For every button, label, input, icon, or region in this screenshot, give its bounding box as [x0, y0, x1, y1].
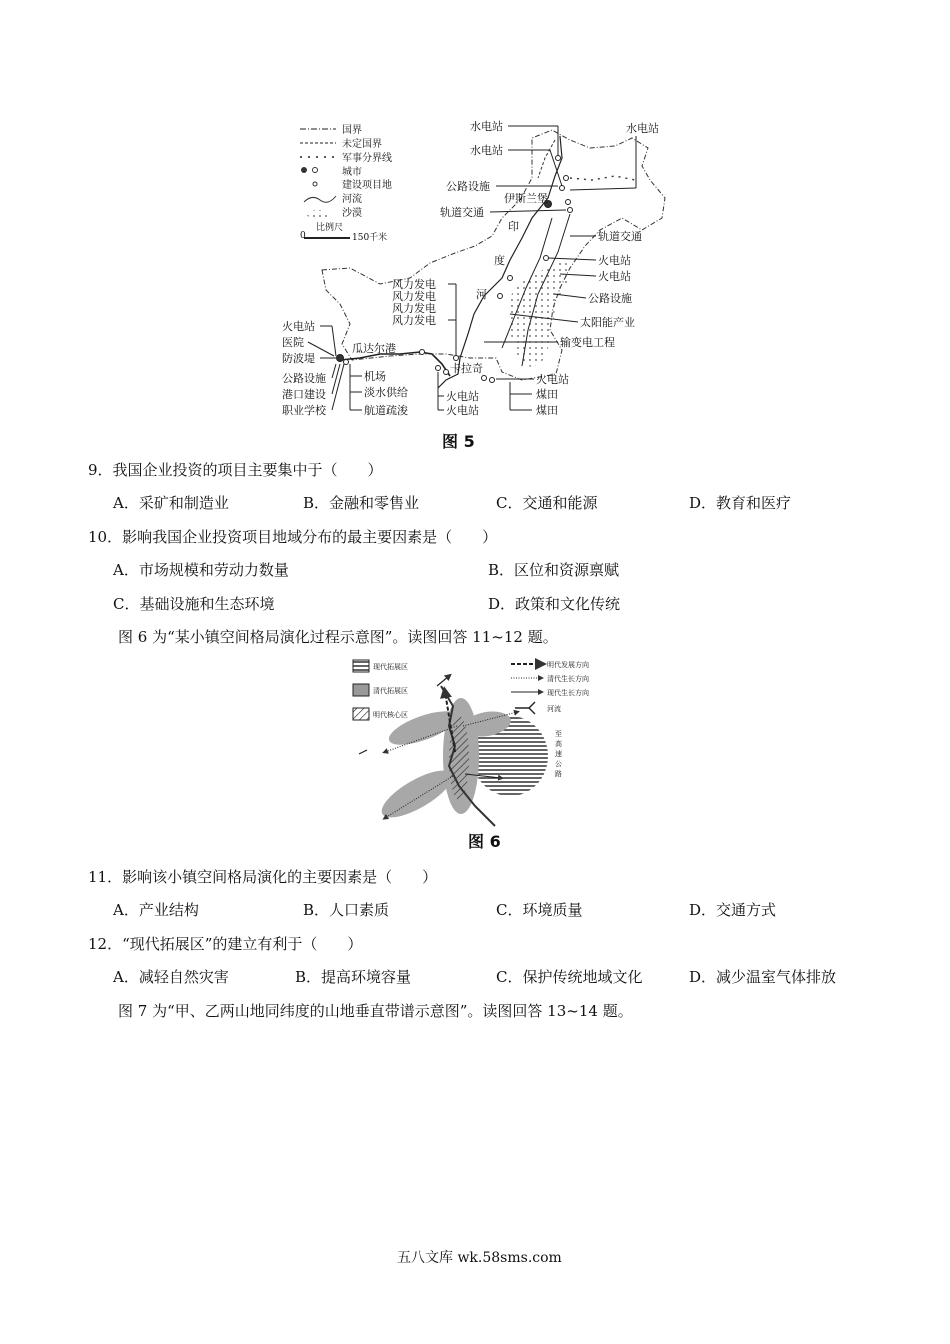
svg-text:印: 印 [508, 220, 519, 233]
legend-project-site: 建设项目地 [342, 180, 392, 191]
svg-text:水电站: 水电站 [626, 122, 659, 135]
svg-text:路: 路 [555, 770, 562, 778]
svg-text:淡水供给: 淡水供给 [364, 386, 408, 399]
svg-text:水电站: 水电站 [470, 120, 503, 133]
svg-text:风力发电: 风力发电 [392, 314, 436, 327]
svg-text:火电站: 火电站 [446, 404, 479, 417]
question-12-option-d[interactable]: D．减少温室气体排放 [689, 968, 837, 986]
callouts-wind [392, 277, 456, 356]
label-islamabad: 伊斯兰堡 [504, 192, 548, 205]
svg-text:公路设施: 公路设施 [446, 180, 490, 193]
svg-text:公路设施: 公路设施 [282, 372, 326, 385]
callouts-right [484, 229, 642, 417]
svg-text:0: 0 [300, 231, 306, 241]
svg-text:轨道交通: 轨道交通 [598, 230, 642, 243]
legend-undetermined-border: 未定国界 [342, 139, 382, 150]
map-legend [300, 124, 392, 243]
svg-text:现代拓展区: 现代拓展区 [373, 663, 408, 671]
svg-text:现代生长方向: 现代生长方向 [547, 689, 589, 697]
svg-text:火电站: 火电站 [598, 270, 631, 283]
desert-area [508, 260, 570, 368]
svg-text:速: 速 [555, 750, 562, 758]
question-10-stem: 10．影响我国企业投资项目地域分布的最主要因素是（ ） [88, 528, 498, 546]
question-12-option-b[interactable]: B．提高环境容量 [295, 968, 412, 986]
question-9-option-a[interactable]: A．采矿和制造业 [113, 494, 229, 512]
question-9-option-c[interactable]: C．交通和能源 [496, 494, 598, 512]
legend-border: 国界 [342, 125, 362, 136]
svg-text:明代核心区: 明代核心区 [373, 711, 408, 719]
svg-text:太阳能产业: 太阳能产业 [580, 316, 635, 329]
figure-7-intro: 图 7 为“甲、乙两山地同纬度的山地垂直带谱示意图”。读图回答 13~14 题。 [118, 1002, 633, 1020]
svg-text:航道疏浚: 航道疏浚 [364, 404, 408, 417]
svg-text:清代生长方向: 清代生长方向 [547, 675, 589, 683]
question-12-option-c[interactable]: C．保护传统地域文化 [496, 968, 643, 986]
question-11-option-d[interactable]: D．交通方式 [689, 901, 777, 919]
question-10-option-d[interactable]: D．政策和文化传统 [488, 595, 621, 613]
svg-text:河流: 河流 [547, 705, 561, 713]
question-11-option-b[interactable]: B．人口素质 [303, 901, 390, 919]
legend-river: 河流 [342, 194, 362, 205]
figure-6-diagram [345, 656, 607, 828]
question-9-option-d[interactable]: D．教育和医疗 [689, 494, 792, 512]
svg-text:明代发展方向: 明代发展方向 [547, 661, 589, 669]
svg-text:火电站: 火电站 [282, 320, 315, 333]
svg-text:火电站: 火电站 [598, 254, 631, 267]
svg-text:输变电工程: 输变电工程 [560, 336, 615, 349]
question-10-option-b[interactable]: B．区位和资源禀赋 [488, 561, 620, 579]
label-gwadar: 瓜达尔港 [352, 342, 396, 355]
legend-military-line: 军事分界线 [342, 153, 392, 164]
svg-text:火电站: 火电站 [536, 373, 569, 386]
question-11-stem: 11．影响该小镇空间格局演化的主要因素是（ ） [88, 868, 438, 886]
svg-text:风力发电: 风力发电 [392, 302, 436, 315]
question-12-option-a[interactable]: A．减轻自然灾害 [113, 968, 229, 986]
svg-text:高: 高 [555, 740, 562, 748]
svg-text:风力发电: 风力发电 [392, 278, 436, 291]
svg-text:煤田: 煤田 [536, 388, 558, 401]
svg-text:清代拓展区: 清代拓展区 [373, 687, 408, 695]
page-footer: 五八文库 wk.58sms.com [397, 1250, 562, 1266]
svg-text:度: 度 [494, 254, 505, 267]
figure-5-caption: 图 5 [442, 432, 475, 451]
fig6-legend-left [353, 660, 408, 720]
question-10-option-c[interactable]: C．基础设施和生态环境 [113, 595, 275, 613]
legend-city: 城市 [342, 167, 362, 178]
svg-text:医院: 医院 [282, 336, 304, 349]
svg-text:港口建设: 港口建设 [282, 388, 326, 401]
question-12-stem: 12．“现代拓展区”的建立有利于（ ） [88, 935, 363, 953]
highway-label [555, 730, 562, 778]
question-11-option-c[interactable]: C．环境质量 [496, 901, 583, 919]
svg-text:公路设施: 公路设施 [588, 292, 632, 305]
svg-text:机场: 机场 [364, 370, 386, 383]
svg-text:防波堤: 防波堤 [282, 352, 315, 365]
scale-value: 150千米 [352, 233, 388, 243]
callouts-left [282, 319, 344, 417]
svg-text:公: 公 [555, 760, 562, 768]
question-9-option-b[interactable]: B．金融和零售业 [303, 494, 420, 512]
svg-text:水电站: 水电站 [470, 144, 503, 157]
svg-text:至: 至 [555, 730, 562, 738]
question-10-option-a[interactable]: A．市场规模和劳动力数量 [113, 561, 289, 579]
svg-text:煤田: 煤田 [536, 404, 558, 417]
label-karachi: 卡拉奇 [450, 362, 483, 375]
question-9-stem: 9．我国企业投资的项目主要集中于（ ） [88, 461, 383, 479]
figure-6-caption: 图 6 [468, 832, 501, 851]
figure-5-map [270, 118, 690, 428]
svg-text:河: 河 [476, 288, 487, 301]
scale-label: 比例尺 [316, 223, 344, 233]
svg-text:职业学校: 职业学校 [282, 404, 326, 417]
legend-desert: 沙漠 [342, 208, 362, 219]
figure-6-intro: 图 6 为“某小镇空间格局演化过程示意图”。读图回答 11~12 题。 [118, 628, 558, 646]
svg-text:轨道交通: 轨道交通 [440, 206, 484, 219]
question-11-option-a[interactable]: A．产业结构 [113, 901, 199, 919]
svg-text:风力发电: 风力发电 [392, 290, 436, 303]
svg-text:火电站: 火电站 [446, 390, 479, 403]
fig6-legend-right [511, 660, 589, 714]
